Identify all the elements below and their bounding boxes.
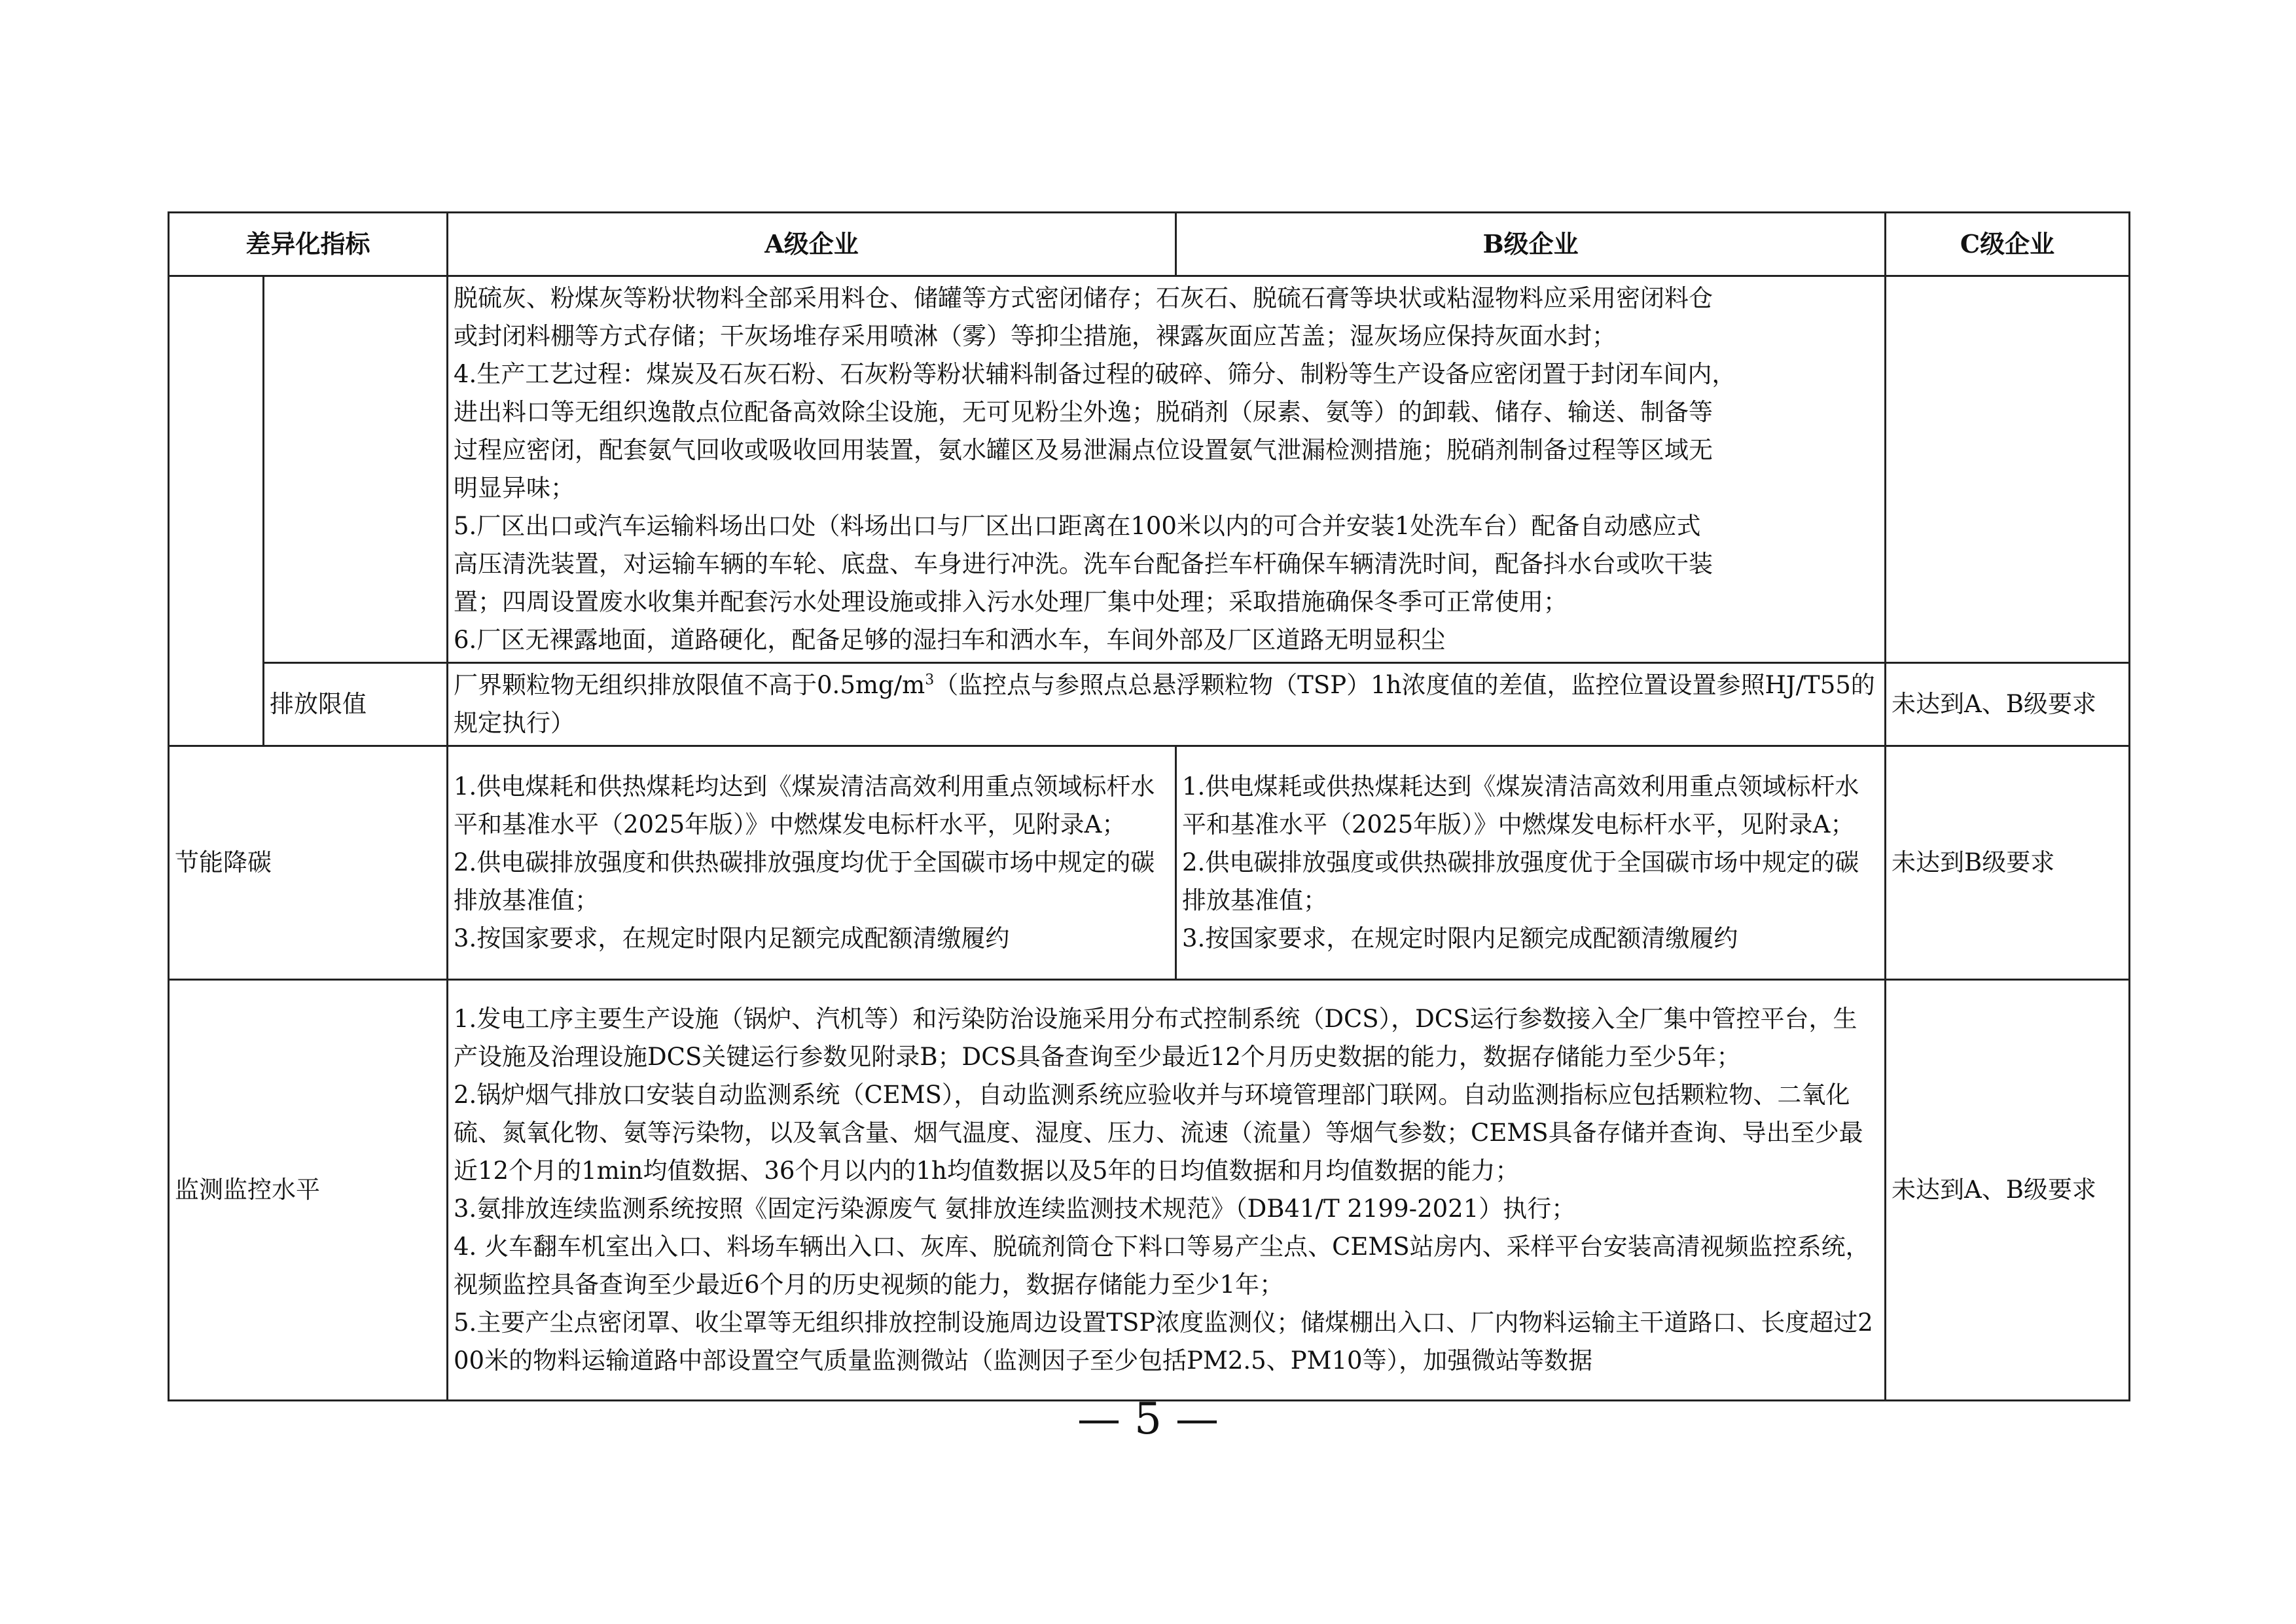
text-line: 或封闭料棚等方式存储；干灰场堆存采用喷淋（雾）等抑尘措施，裸露灰面应苫盖；湿灰场应保持灰面水封； [454,322,1617,350]
table-header-row [169,213,2130,276]
list-item: 3.按国家要求，在规定时限内足额完成配额清缴履约 [1182,924,1738,952]
list-item: 2.供电碳排放强度和供热碳排放强度均优于全国碳市场中规定的碳排放基准值； [454,848,1155,914]
list-item: 2.供电碳排放强度或供热碳排放强度优于全国碳市场中规定的碳排放基准值； [1182,848,1859,914]
page-number: — 5 — [1077,1394,1219,1444]
cell-indicator-energy-saving: 节能降碳 [169,746,448,980]
cell-a-energy-saving [448,746,1176,980]
indicator-table [168,211,2130,1401]
text-line: 明显异味； [454,474,575,502]
cell-subcategory-emission-limit: 排放限值 [264,663,448,746]
cell-c-unorganized-control [1886,276,2130,663]
header-grade-a: A级企业 [448,213,1176,276]
header-grade-b: B级企业 [1176,213,1886,276]
cell-b-energy-saving [1176,746,1886,980]
cell-category-continued [169,276,264,746]
cell-c-emission-limit: 未达到A、B级要求 [1886,663,2130,746]
text-line: 5.厂区出口或汽车运输料场出口处（料场出口与厂区出口距离在100米以内的可合并安装1处洗车台）配备自动感应式 [454,512,1701,540]
text-line: 脱硫灰、粉煤灰等粉状物料全部采用料仓、储罐等方式密闭储存；石灰石、脱硫石膏等块状或粘湿物料应采用密闭料仓 [454,284,1713,312]
table-row-monitoring [169,980,2130,1401]
list-item: 5.主要产尘点密闭罩、收尘罩等无组织排放控制设施周边设置TSP浓度监测仪；储煤棚出入口、厂内物料运输主干道路口、长度超过200米的物料运输道路中部设置空气质量监测微站（监测因子至少包括PM2.5、PM10等），加强微站等数据 [454,1308,1873,1375]
table-row-energy-saving [169,746,2130,980]
text-line: 过程应密闭，配套氨气回收或吸收回用装置，氨水罐区及易泄漏点位设置氨气泄漏检测措施；脱硝剂制备过程等区域无 [454,436,1713,464]
cell-indicator-monitoring: 监测监控水平 [169,980,448,1401]
list-item: 1.发电工序主要生产设施（锅炉、汽机等）和污染防治设施采用分布式控制系统（DCS），DCS运行参数接入全厂集中管控平台，生产设施及治理设施DCS关键运行参数见附录B；DCS具备查询至少最近12个月历史数据的能力，数据存储能力至少5年； [454,1005,1857,1071]
list-item: 4. 火车翻车机室出入口、料场车辆出入口、灰库、脱硫剂筒仓下料口等易产尘点、CEMS站房内、采样平台安装高清视频监控系统，视频监控具备查询至少最近6个月的历史视频的能力，数据存储能力至少1年； [454,1233,1870,1299]
text-line: 6.厂区无裸露地面，道路硬化，配备足够的湿扫车和洒水车，车间外部及厂区道路无明显积尘 [454,626,1446,654]
text-line: 高压清洗装置，对运输车辆的车轮、底盘、车身进行冲洗。洗车台配备拦车杆确保车辆清洗时间，配备抖水台或吹干装 [454,550,1713,578]
superscript: 3 [925,672,935,689]
text-line: 进出料口等无组织逸散点位配备高效除尘设施，无可见粉尘外逸；脱硝剂（尿素、氨等）的卸载、储存、输送、制备等 [454,398,1713,426]
header-indicator: 差异化指标 [169,213,448,276]
cell-c-monitoring: 未达到A、B级要求 [1886,980,2130,1401]
cell-subcategory-continued [264,276,448,663]
table-row-unorganized-control [169,276,2130,663]
list-item: 3.氨排放连续监测系统按照《固定污染源废气 氨排放连续监测技术规范》（DB41/T 2199-2021）执行； [454,1195,1576,1223]
cell-ab-monitoring [448,980,1886,1401]
table-row-emission-limit [169,663,2130,746]
list-item: 3.按国家要求，在规定时限内足额完成配额清缴履约 [454,924,1010,952]
list-item: 2.锅炉烟气排放口安装自动监测系统（CEMS），自动监测系统应验收并与环境管理部门联网。自动监测指标应包括颗粒物、二氧化硫、氮氧化物、氨等污染物，以及氧含量、烟气温度、湿度、压力、流速（流量）等烟气参数；CEMS具备存储并查询、导出至少最近12个月的1min均值数据、36个月以内的1h均值数据以及5年的日均值数据和月均值数据的能力； [454,1081,1863,1185]
cell-c-energy-saving: 未达到B级要求 [1886,746,2130,980]
text-line: 置；四周设置废水收集并配套污水处理设施或排入污水处理厂集中处理；采取措施确保冬季可正常使用； [454,588,1568,616]
text-line: 4.生产工艺过程：煤炭及石灰石粉、石灰粉等粉状辅料制备过程的破碎、筛分、制粉等生产设备应密闭置于封闭车间内， [454,360,1736,388]
text-fragment: 厂界颗粒物无组织排放限值不高于0.5mg/m [454,671,925,699]
list-item: 1.供电煤耗和供热煤耗均达到《煤炭清洁高效利用重点领域标杆水平和基准水平（2025年版）》中燃煤发电标杆水平，见附录A； [454,772,1155,839]
text-fragment: （监控点与参照点总悬浮颗粒物（TSP）1h浓度值的差值，监控位置设置参照HJ/T55的规定执行） [454,671,1875,737]
cell-ab-emission-limit [448,663,1886,746]
list-item: 1.供电煤耗或供热煤耗达到《煤炭清洁高效利用重点领域标杆水平和基准水平（2025年版）》中燃煤发电标杆水平，见附录A； [1182,772,1859,839]
cell-ab-unorganized-control [448,276,1886,663]
header-grade-c: C级企业 [1886,213,2130,276]
